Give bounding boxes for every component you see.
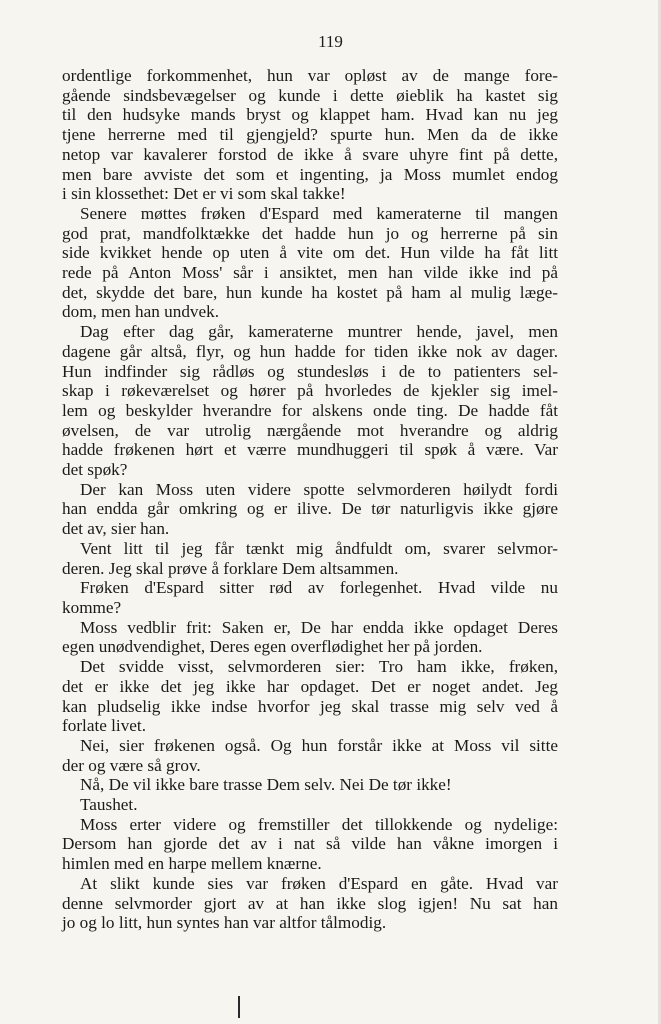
- text-line: til den hudsyke mands bryst og klappet ham. Hvad kan nu jeg: [62, 105, 558, 125]
- text-line: gående sindsbevægelser og kunde i dette øieblik ha kastet sig: [62, 85, 558, 105]
- text-line: Moss erter videre og fremstiller det tillokkende og nydelige:: [80, 814, 558, 834]
- paragraph: [62, 66, 558, 204]
- text-line: der og være så grov.: [62, 755, 201, 775]
- paragraph: [62, 322, 558, 480]
- text-line: Vent litt til jeg får tænkt mig åndfuldt om, svarer selvmor-: [80, 538, 558, 558]
- text-line: det, skydde det bare, hun kunde ha kostet på ham al mulig læge-: [62, 282, 558, 302]
- text-line: det er ikke det jeg ikke har opdaget. Det er noget andet. Jeg: [62, 676, 558, 696]
- text-line: det spøk?: [62, 460, 128, 480]
- paragraph: [62, 775, 558, 795]
- text-line: men bare avviste det som et ingenting, ja Moss mumlet endog: [62, 164, 558, 184]
- paragraph: [62, 795, 558, 815]
- text-line: deren. Jeg skal prøve å forklare Dem altsammen.: [62, 558, 399, 578]
- text-line: Taushet.: [80, 795, 138, 815]
- text-line: rede på Anton Moss' sår i ansiktet, men han vilde ikke ind på: [62, 263, 558, 283]
- paragraph: [62, 618, 558, 657]
- paragraph: [62, 815, 558, 874]
- text-line: hadde frøkenen hørt et værre mundhuggeri til spøk å være. Var: [62, 440, 558, 460]
- text-line: ordentlige forkommenhet, hun var opløst av de mange fore-: [62, 66, 558, 85]
- paragraph: [62, 657, 558, 736]
- text-line: lem og beskylder hverandre for alskens onde ting. De hadde fåt: [62, 400, 558, 420]
- paragraph: [62, 539, 558, 578]
- text-line: Dersom han gjorde det av i nat så vilde han våkne imorgen i: [62, 834, 558, 854]
- text-line: tjene herrerne med til gjengjeld? spurte hun. Men da de ikke: [62, 125, 558, 145]
- paragraph: [62, 874, 558, 933]
- page-number: 119: [318, 32, 343, 51]
- paragraph: [62, 578, 558, 617]
- text-line: øvelsen, de var utrolig nærgående mot hverandre og aldrig: [62, 420, 558, 440]
- text-line: At slikt kunde sies var frøken d'Espard en gåte. Hvad var: [80, 873, 558, 893]
- text-line: han endda går omkring og er ilive. De tør naturligvis ikke gjøre: [62, 499, 558, 519]
- text-line: Det svidde visst, selvmorderen sier: Tro ham ikke, frøken,: [80, 657, 558, 677]
- text-line: netop var kavalerer forstod de ikke å svare uhyre fint på dette,: [62, 144, 558, 164]
- text-line: Frøken d'Espard sitter rød av forlegenhet. Hvad vilde nu: [80, 578, 558, 598]
- text-line: Nå, De vil ikke bare trasse Dem selv. Nei De tør ikke!: [80, 775, 452, 795]
- text-line: jo og lo litt, hun syntes han var altfor tålmodig.: [62, 913, 387, 933]
- paragraph: [62, 736, 558, 775]
- text-line: kan pludselig ikke indse hvorfor jeg skal trasse mig selv ved å: [62, 696, 558, 716]
- text-line: egen unødvendighet, Deres egen overflødighet her på jorden.: [62, 637, 483, 657]
- text-line: Der kan Moss uten videre spotte selvmorderen høilydt fordi: [80, 479, 558, 499]
- text-line: det av, sier han.: [62, 519, 170, 539]
- text-line: Dag efter dag går, kameraterne muntrer hende, javel, men: [80, 322, 558, 342]
- text-line: Senere møttes frøken d'Espard med kameraterne til mangen: [80, 203, 558, 223]
- text-line: dagene går altså, flyr, og hun hadde for tiden ikke nok av dager.: [62, 341, 558, 361]
- text-line: i sin klossethet: Det er vi som skal takke!: [62, 184, 346, 204]
- text-line: denne selvmorder gjort av at han ikke slog igjen! Nu sat han: [62, 893, 558, 913]
- text-line: forlate livet.: [62, 716, 146, 736]
- page-mark: [238, 996, 240, 1018]
- paragraph: [62, 204, 558, 322]
- paragraph: [62, 480, 558, 539]
- text-line: god prat, mandfolktække det hadde hun jo og herrerne på sin: [62, 223, 558, 243]
- body-text: [62, 66, 558, 933]
- text-line: skap i røkeværelset og hører på hvorledes de kjekler sig imel-: [62, 381, 558, 401]
- text-line: himlen med en harpe mellem knærne.: [62, 854, 322, 874]
- text-line: Moss vedblir frit: Saken er, De har endda ikke opdaget Deres: [80, 617, 558, 637]
- text-line: dom, men han undvek.: [62, 302, 220, 322]
- text-line: side kvikket hende op uten å vite om det. Hun vilde ha fåt litt: [62, 243, 558, 263]
- text-line: komme?: [62, 597, 122, 617]
- text-line: Nei, sier frøkenen også. Og hun forstår ikke at Moss vil sitte: [80, 735, 558, 755]
- text-line: Hun indfinder sig rådløs og stundesløs i de to patienters sel-: [62, 361, 558, 381]
